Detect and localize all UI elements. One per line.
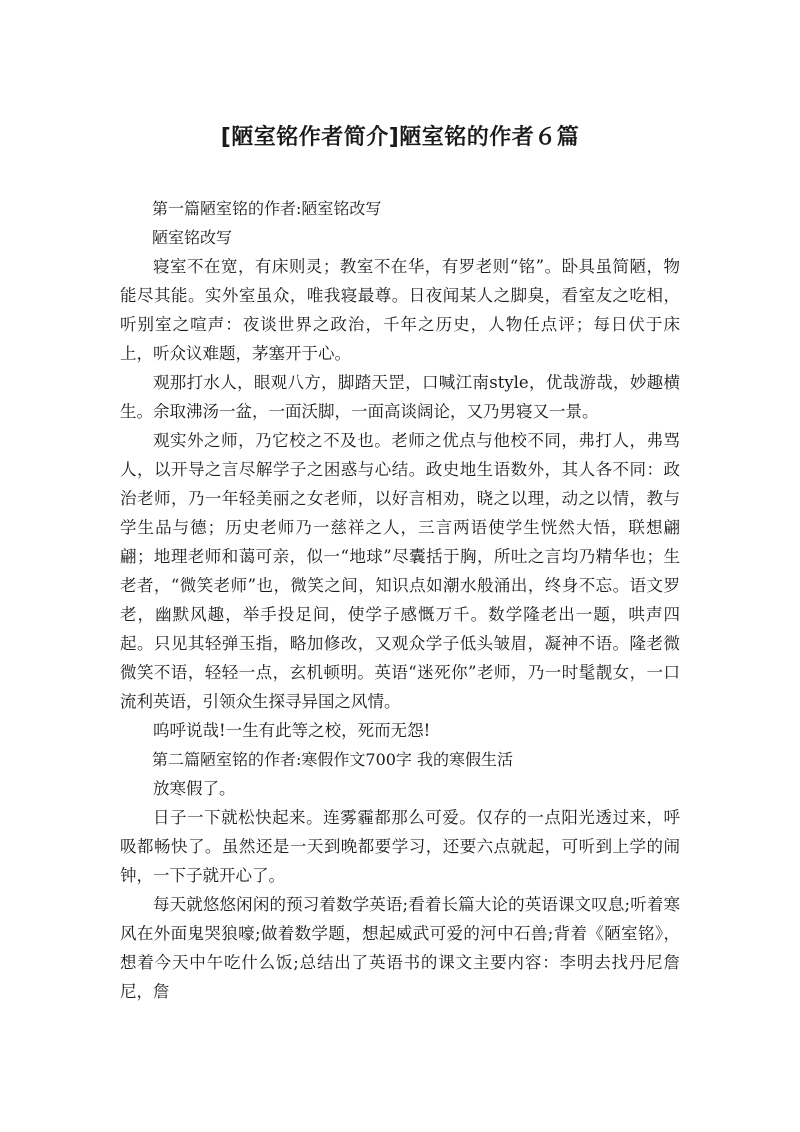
body-paragraph: 放寒假了。 [153, 779, 236, 798]
document-body [120, 194, 680, 1006]
body-paragraph: 观那打水人，眼观八方，脚踏天罡，口喊江南style，优哉游哉，妙趣横生。余取沸汤一盆，一面沃脚，一面高谈阔论，又乃男寝又一景。 [120, 373, 680, 421]
body-paragraph: 观实外之师，乃它校之不及也。老师之优点与他校不同，弗打人，弗骂人，以开导之言尽解学子之困惑与心结。政史地生语数外，其人各不同：政治老师，乃一年轻美丽之女老师，以好言相劝，晓之以理，动之以情，教与学生品与德；历史老师乃一慈祥之人，三言两语使学生恍然大悟，联想翩翩；地理老师和蔼可亲，似一“地球”尽囊括于胸，所吐之言均乃精华也；生老者，“微笑老师”也，微笑之间，知识点如潮水般涌出，终身不忘。语文罗老，幽默风趣，举手投足间，使学子感慨万千。数学隆老出一题，哄声四起。只见其轻弹玉指，略加修改，又观众学子低头皱眉，凝神不语。隆老微微笑不语，轻轻一点，玄机顿明。英语“迷死你”老师，乃一时髦靓女，一口流利英语，引领众生探寻异国之风情。 [120, 431, 680, 711]
section-heading-1: 第一篇陋室铭的作者:陋室铭改写 [152, 199, 382, 218]
body-paragraph: 呜呼说哉!一生有此等之校，死而无怨! [153, 721, 431, 740]
section-heading-2: 第二篇陋室铭的作者:寒假作文700字 我的寒假生活 [152, 750, 514, 769]
body-paragraph: 每天就悠悠闲闲的预习着数学英语;看着长篇大论的英语课文叹息;听着寒风在外面鬼哭狼嚎;做着数学题，想起威武可爱的河中石兽;背着《陋室铭》，想着今天中午吃什么饭;总结出了英语书的课文主要内容：李明去找丹尼詹尼，詹 [120, 895, 680, 1001]
subtitle-paragraph: 陋室铭改写 [152, 228, 233, 247]
body-paragraph: 日子一下就松快起来。连雾霾都那么可爱。仅存的一点阳光透过来，呼吸都畅快了。虽然还是一天到晚都要学习，还要六点就起，可听到上学的闹钟，一下子就开心了。 [120, 808, 680, 885]
document-title: [陋室铭作者简介]陋室铭的作者６篇 [220, 125, 580, 150]
body-paragraph: 寝室不在宽，有床则灵；教室不在华，有罗老则“铭”。卧具虽简陋，物能尽其能。实外室虽众，唯我寝最尊。日夜闻某人之脚臭，看室友之吃相，听别室之喧声：夜谈世界之政治，千年之历史，人物任点评；每日伏于床上，听众议难题，茅塞开于心。 [120, 257, 680, 363]
